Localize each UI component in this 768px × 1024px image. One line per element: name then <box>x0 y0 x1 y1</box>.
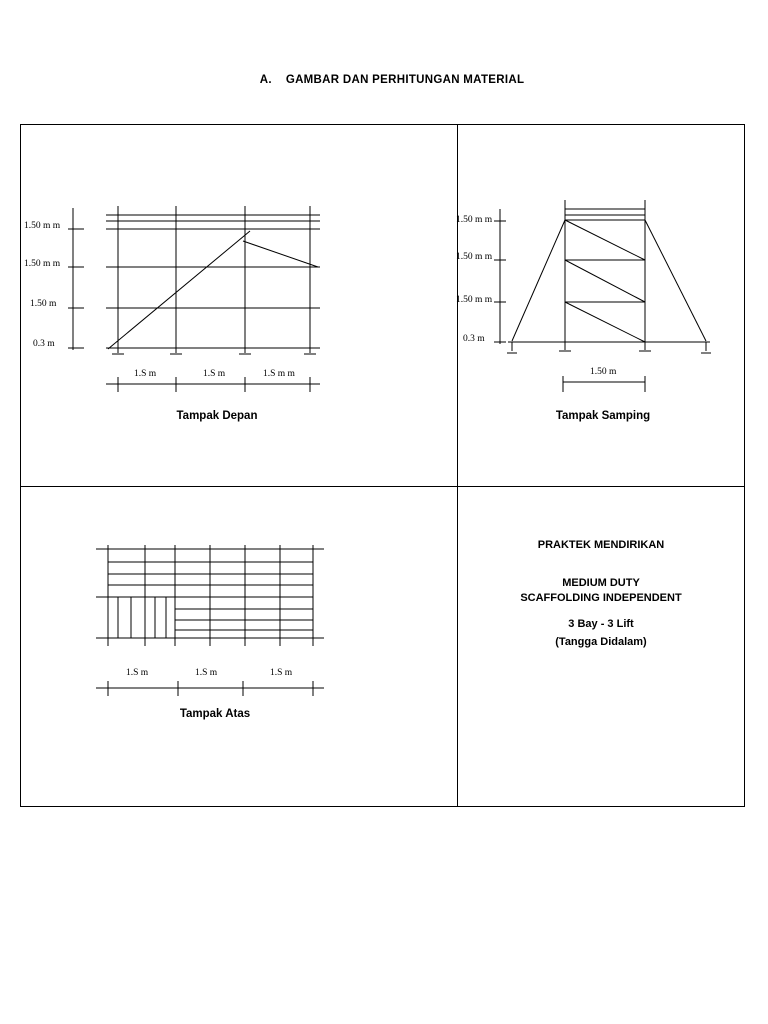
top-width-label: 1.S m <box>195 668 218 678</box>
info-subtitle-line2: SCAFFOLDING INDEPENDENT <box>520 592 682 604</box>
side-width-label: 1.50 m <box>590 367 617 377</box>
side-view-caption: Tampak Samping <box>555 410 651 422</box>
panel-frame <box>21 125 745 807</box>
front-width-label: 1.S m <box>203 369 226 379</box>
top-width-label: 1.S m <box>270 668 293 678</box>
side-height-label: 0.3 m <box>463 334 485 344</box>
side-height-label: 1.50 m m <box>456 215 493 225</box>
front-height-label: 1.50 m m <box>24 221 61 231</box>
top-view-caption: Tampak Atas <box>179 708 251 720</box>
heading-number: A. <box>259 74 272 86</box>
info-title: PRAKTEK MENDIRIKAN <box>537 539 665 551</box>
front-view-drawing <box>68 206 320 392</box>
side-height-label: 1.50 m m <box>456 252 493 262</box>
front-view-caption: Tampak Depan <box>176 410 258 422</box>
top-width-label: 1.S m <box>126 668 149 678</box>
front-width-label: 1.S m m <box>263 369 295 379</box>
front-height-label: 1.50 m m <box>24 259 61 269</box>
side-view-drawing <box>494 200 711 392</box>
front-width-label: 1.S m <box>134 369 157 379</box>
side-height-label: 1.50 m m <box>456 295 493 305</box>
info-config: 3 Bay - 3 Lift <box>568 618 634 630</box>
info-subtitle-line1: MEDIUM DUTY <box>562 577 640 589</box>
heading-text: GAMBAR DAN PERHITUNGAN MATERIAL <box>285 74 525 86</box>
front-height-label: 1.50 m <box>30 299 57 309</box>
info-note: (Tangga Didalam) <box>555 636 647 648</box>
front-height-label: 0.3 m <box>33 339 55 349</box>
